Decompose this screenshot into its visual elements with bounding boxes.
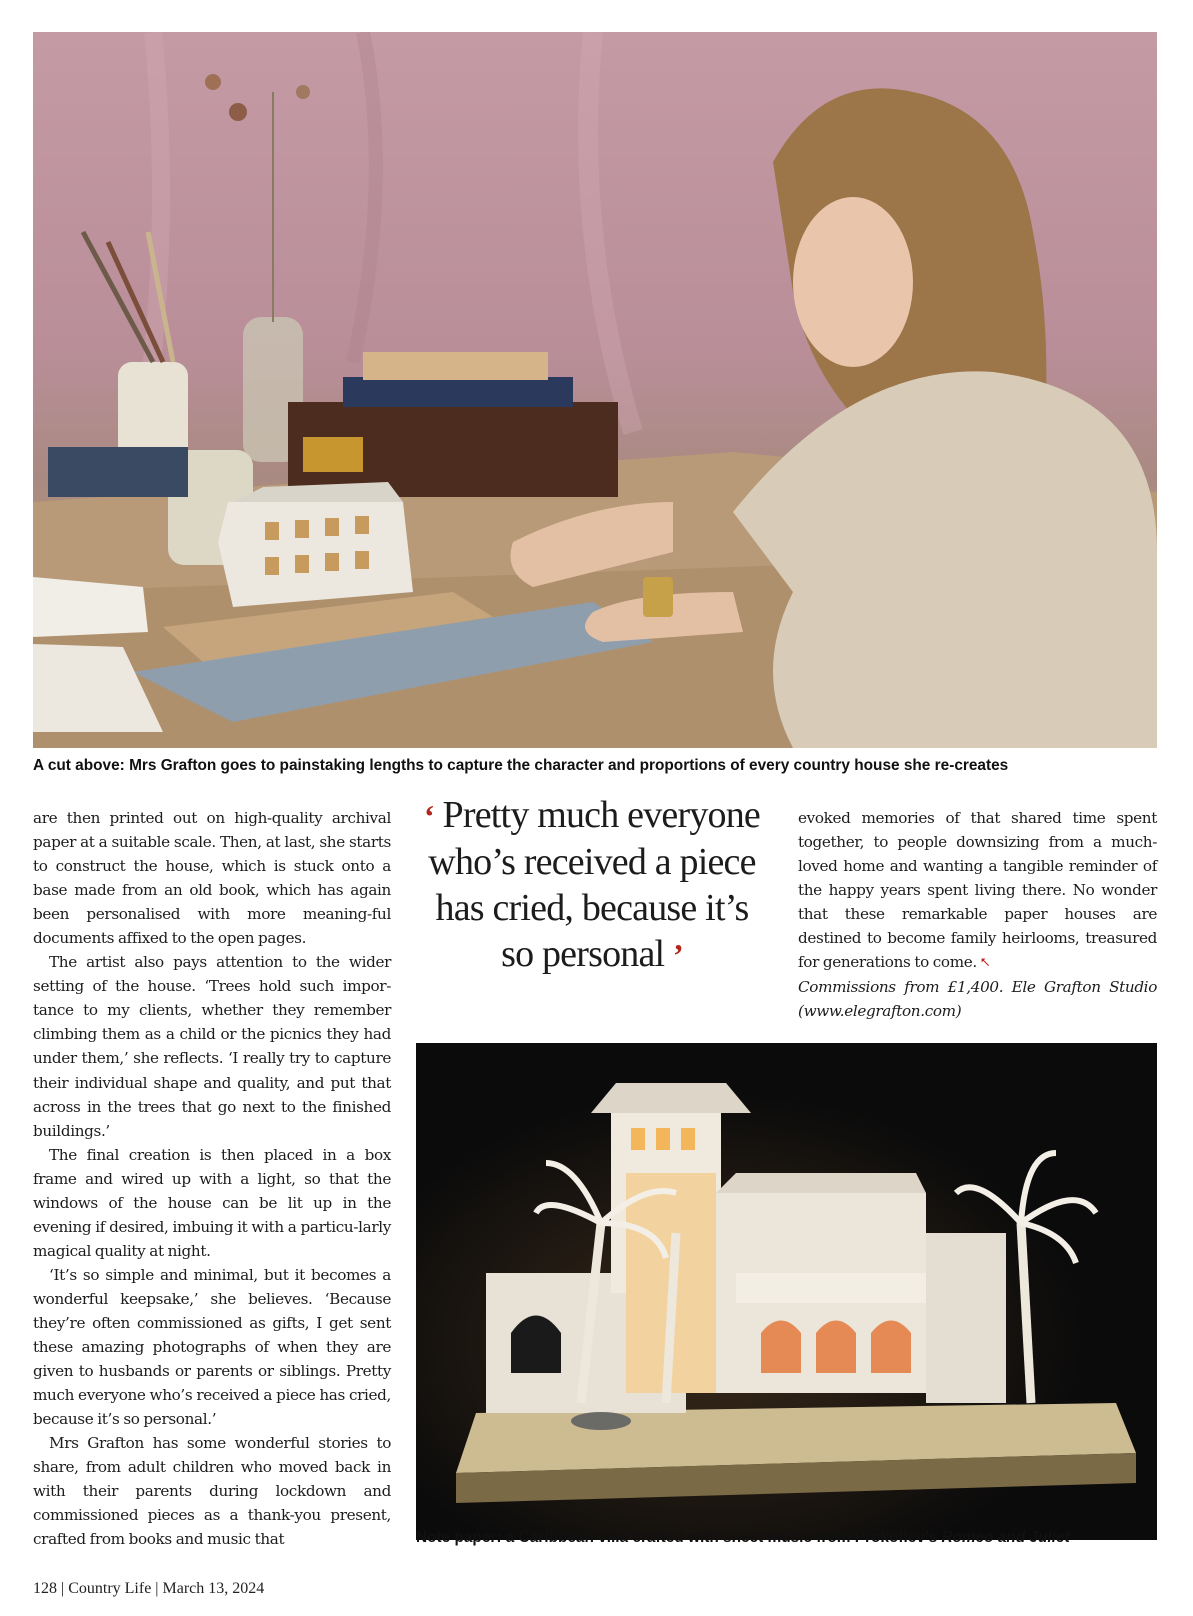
paragraph: are then printed out on high-quality archival paper at a suitable scale. Then, at last, she starts to construct the house, which is stuck onto a base made from an old book, which has again been personalised with more meaning-ful documents affixed to the open pages. — [33, 809, 391, 948]
pull-quote — [418, 792, 766, 978]
paragraph: The final creation is then placed in a box frame and wired up with a light, so that the windows of the house can be lit up in the evening if desired, imbuing it with a particu-larly magical quality at night. — [33, 1145, 391, 1260]
page-footer: 128 | Country Life | March 13, 2024 — [33, 1580, 265, 1597]
caption-text: Note paper: a Caribbean villa crafted with sheet music from Prokofiev’s — [416, 1529, 942, 1546]
bottom-photo — [416, 1043, 1157, 1540]
paragraph: The artist also pays attention to the wider setting of the house. ‘Trees hold such impor-tance to my clients, whether they remember climbing them as a child or the picnics they had under them,’ she reflects. ‘I really try to capture their individual shape and quality, and put that across in the trees that go next to the finished buildings.’ — [33, 953, 391, 1140]
caption-work-title: Romeo and Juliet — [941, 1529, 1070, 1546]
top-photo-caption: A cut above: Mrs Grafton goes to painstaking lengths to capture the character and proportions of every country house she re-creates — [33, 757, 1009, 774]
paragraph: ‘It’s so simple and minimal, but it becomes a wonderful keepsake,’ she believes. ‘Because they’re often commissioned as gifts, I get sent these amazing photographs of when they are given to husbands or parents or siblings. Pretty much everyone who’s received a piece has cried, because it’s so personal.’ — [33, 1265, 391, 1429]
left-column — [33, 806, 391, 1551]
bottom-photo-caption — [416, 1528, 1157, 1548]
close-quote-mark: ’ — [673, 937, 683, 973]
pull-quote-text: Pretty much everyone who’s received a piece has cried, because it’s so personal — [428, 794, 760, 975]
paragraph: evoked memories of that shared time spent together, to people downsizing from a much-loved home and wanting a tangible reminder of the happy years spent living there. No wonder that these remarkable paper houses are destined to become family heirlooms, treasured for generations to come. — [798, 809, 1157, 972]
commission-credit: Commissions from £1,400. Ele Grafton Studio (www.elegrafton.com) — [798, 978, 1157, 1021]
end-mark-icon: ⭦ — [980, 955, 990, 972]
top-photo — [33, 32, 1157, 748]
open-quote-mark: ‘ — [423, 798, 434, 834]
right-column — [798, 806, 1157, 1023]
paragraph: Mrs Grafton has some wonderful stories to share, from adult children who moved back in with their parents during lockdown and commissioned pieces as a thank-you present, crafted from books and music that — [33, 1434, 391, 1549]
